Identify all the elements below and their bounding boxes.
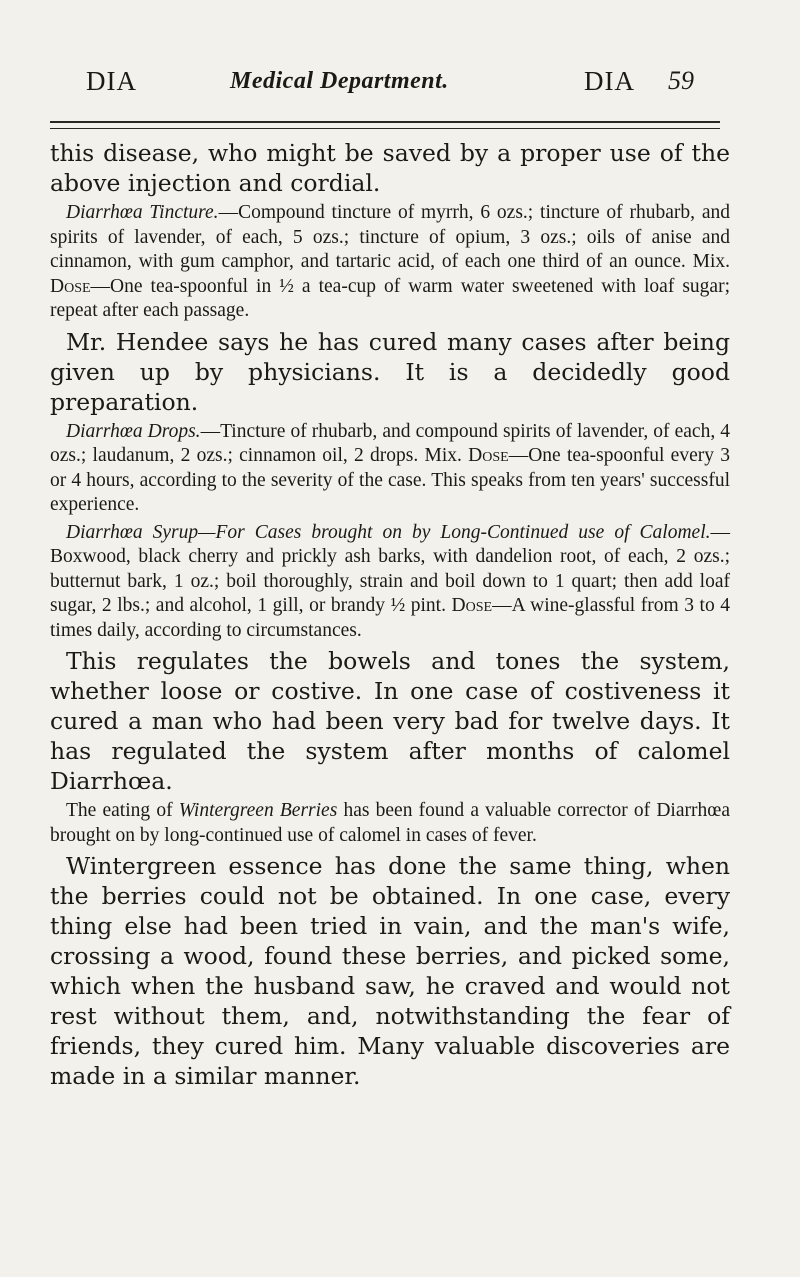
- recipe-text: —Boxwood, black cherry and prickly ash barks, with dandelion root, of each, 2 ozs.; butternut bark, 1 oz.; boil thoroughly, strain and boil down to 1 quart; then add loaf sugar, 2 lbs.; and alcohol, 1 gill, or brandy ½ pint.: [50, 521, 730, 616]
- dose-text: —A wine-glassful from 3 to 4 times daily, according to circumstances.: [50, 595, 731, 641]
- emphasis-term: Wintergreen Berries: [178, 800, 338, 821]
- paragraph-wintergreen-essence: Wintergreen essence has done the same thing, when the berries could not be obtained. In one case, every thing else had been tried in vain, and the man's wife, crossing a wood, found these berries, and picked some, which when the husband saw, he craved and would not rest without them, and, notwithstanding the fear of friends, they cured him. Many valuable discoveries are made in a similar manner.: [50, 852, 730, 1090]
- recipe-text: —Compound tincture of myrrh, 6 ozs.; tincture of rhubarb, and spirits of lavender, of each, 5 ozs.; tincture of opium, 3 ozs.; oils of anise and cinnamon, with gum camphor, and tartaric acid, of each one third of an ounce. Mix.: [50, 202, 730, 272]
- recipe-title: Diarrhœa Syrup—For Cases brought on by Long-Continued use of Calomel.: [66, 521, 711, 543]
- header-left-word: DIA: [86, 66, 137, 96]
- dose-text: —One tea-spoonful in ½ a tea-cup of warm water sweetened with loaf sugar; repeat after each passage.: [50, 275, 730, 321]
- header-rule-thick: [50, 121, 720, 123]
- dose-label: Dose: [50, 275, 91, 297]
- paragraph-hendee: Mr. Hendee says he has cured many cases after being given up by physicians. It is a decidedly good preparation.: [50, 327, 730, 416]
- paragraph-continuation: this disease, who might be saved by a proper use of the above injection and cordial.: [50, 139, 730, 197]
- paragraph-text: The eating of: [66, 800, 179, 821]
- recipe-title: Diarrhœa Drops.: [66, 420, 201, 442]
- running-header: [86, 66, 706, 106]
- dose-label: Dose: [468, 445, 509, 466]
- paragraph-text: has been found a valuable corrector of Diarrhœa brought on by long-continued use of calomel in cases of fever.: [50, 800, 730, 846]
- header-rule-thin: [50, 128, 720, 129]
- recipe-diarrhoea-tincture: [50, 201, 730, 324]
- page-number: 59: [668, 66, 694, 95]
- dose-text: —One tea-spoonful every 3 or 4 hours, according to the severity of the case. This speaks from ten years' successful experience.: [50, 445, 730, 515]
- header-title: Medical Department.: [230, 68, 449, 94]
- recipe-diarrhoea-syrup: [50, 521, 730, 644]
- recipe-text: —Tincture of rhubarb, and compound spirits of lavender, of each, 4 ozs.; laudanum, 2 ozs.; cinnamon oil, 2 drops. Mix.: [50, 420, 730, 466]
- page-body: [50, 138, 730, 1091]
- header-right-word: DIA: [584, 66, 635, 96]
- recipe-diarrhoea-drops: [50, 420, 730, 518]
- recipe-title: Diarrhœa Tincture.: [66, 202, 219, 223]
- dose-label: Dose: [451, 595, 493, 616]
- paragraph-wintergreen-berries: [50, 799, 730, 848]
- paragraph-regulates: This regulates the bowels and tones the system, whether loose or costive. In one case of costiveness it cured a man who had been very bad for twelve days. It has regulated the system after months of calomel Diarrhœa.: [50, 647, 730, 795]
